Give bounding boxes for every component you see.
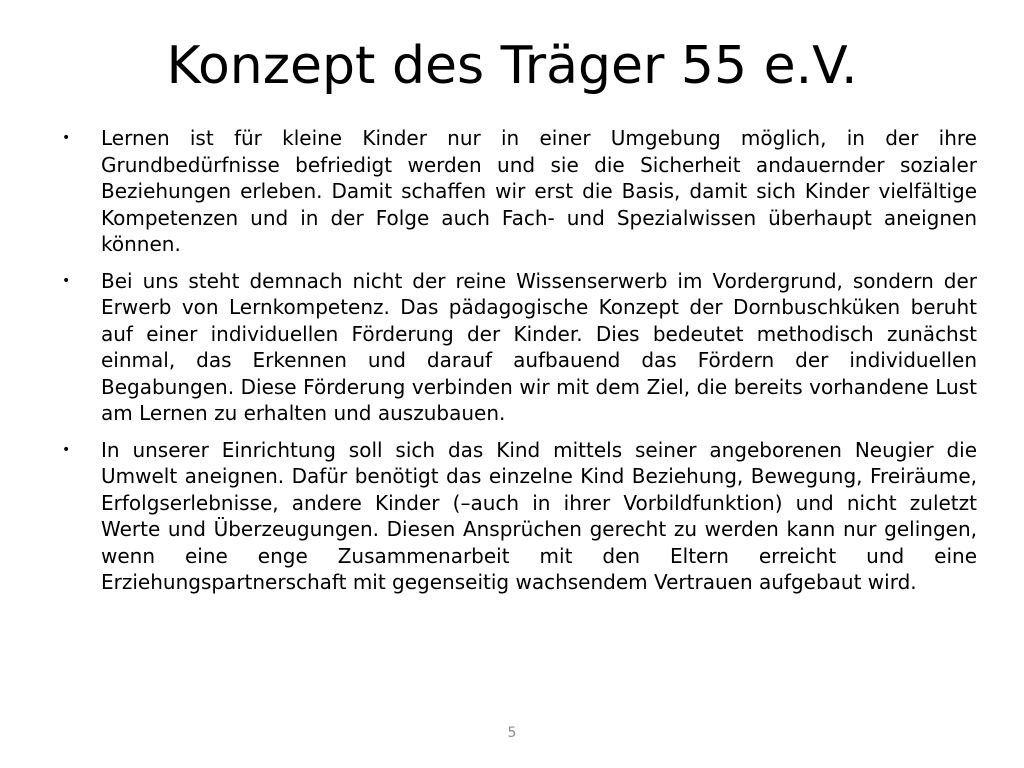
- slide-title: Konzept des Träger 55 e.V.: [166, 36, 858, 96]
- bullet-icon: •: [62, 130, 71, 146]
- bullet-text: In unserer Einrichtung soll sich das Kind mittels seiner angeborenen Neugier die Umwelt aneignen. Dafür benötigt das einzelne Kind Beziehung, Bewegung, Freiräume, Erfolgserlebnisse, andere Kinder (–auch in ihrer Vorbildfunktion) und nicht zuletzt Werte und Überzeugungen. Diesen Ansprüchen gerecht zu werden kann nur gelingen, wenn eine enge Zusammenarbeit mit den Eltern erreicht und eine Erziehungspartnerschaft mit gegenseitig wachsendem Vertrauen aufgebaut wird.: [101, 437, 977, 594]
- page-number: 5: [507, 725, 517, 741]
- bullet-item: [62, 437, 977, 596]
- bullet-item: [62, 125, 977, 258]
- bullet-item: [62, 268, 977, 427]
- bullet-icon: •: [62, 272, 71, 289]
- bullet-icon: •: [62, 441, 71, 458]
- bullet-text: Bei uns steht demnach nicht der reine Wissenserwerb im Vordergrund, sondern der Erwerb von Lernkompetenz. Das pädagogische Konzept der Dornbuschküken beruht auf einer individuellen Förderung der Kinder. Dies bedeutet methodisch zunächst einmal, das Erkennen und darauf aufbauend das Fördern der individuellen Begabungen. Diese Förderung verbinden wir mit dem Ziel, die bereits vorhandene Lust am Lernen zu erhalten und auszubauen.: [101, 268, 977, 425]
- bullet-list: [62, 125, 977, 606]
- bullet-text: Lernen ist für kleine Kinder nur in einer Umgebung möglich, in der ihre Grundbedürfnisse befriedigt werden und sie die Sicherheit andauernder sozialer Beziehungen erleben. Damit schaffen wir erst die Basis, damit sich Kinder vielfältige Kompetenzen und in der Folge auch Fach- und Spezialwissen überhaupt aneignen können.: [101, 126, 977, 256]
